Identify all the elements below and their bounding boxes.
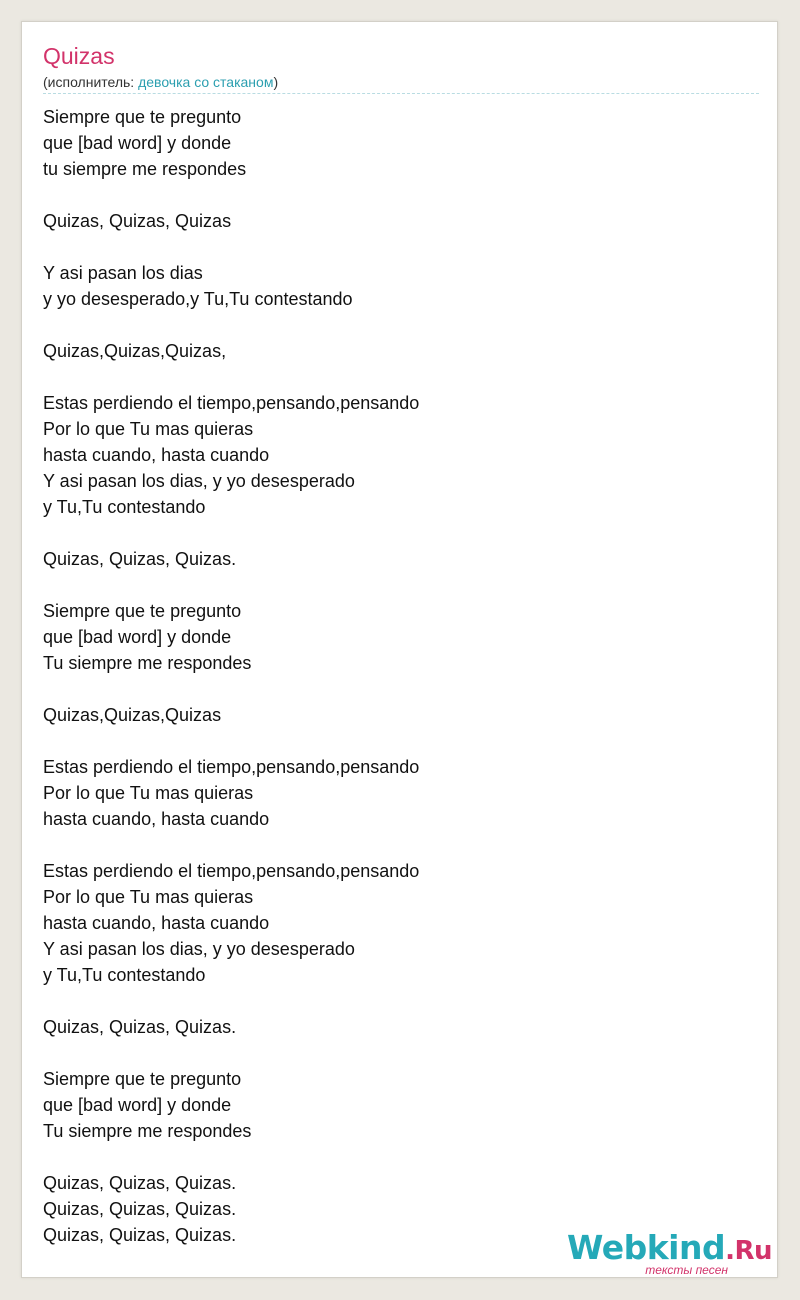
lyrics-card xyxy=(21,21,778,1278)
site-logo[interactable] xyxy=(566,1228,772,1277)
lyric-line: Quizas, Quizas, Quizas. xyxy=(43,1225,237,1245)
lyric-line: y Tu,Tu contestando xyxy=(43,965,206,985)
lyric-blank-line xyxy=(43,364,419,390)
lyric-line: Estas perdiendo el tiempo,pensando,pensando xyxy=(43,393,420,413)
lyric-blank-line xyxy=(43,988,419,1014)
lyric-line: Quizas, Quizas, Quizas. xyxy=(43,549,237,569)
lyric-blank-line xyxy=(43,1040,419,1066)
lyric-line: Siempre que te pregunto xyxy=(43,601,242,621)
lyric-line: Quizas,Quizas,Quizas xyxy=(43,705,222,725)
lyric-line: hasta cuando, hasta cuando xyxy=(43,445,270,465)
lyric-line: hasta cuando, hasta cuando xyxy=(43,913,270,933)
lyric-line: tu siempre me respondes xyxy=(43,159,247,179)
lyric-line: hasta cuando, hasta cuando xyxy=(43,809,270,829)
lyric-line: Por lo que Tu mas quieras xyxy=(43,783,254,803)
lyric-line: Siempre que te pregunto xyxy=(43,107,242,127)
lyric-line: Y asi pasan los dias, y yo desesperado xyxy=(43,471,355,491)
lyric-line: que [bad word] y donde xyxy=(43,1095,232,1115)
lyric-line: Estas perdiendo el tiempo,pensando,pensando xyxy=(43,757,420,777)
lyric-blank-line xyxy=(43,234,419,260)
logo-tld: .Ru xyxy=(725,1236,772,1266)
lyric-line: Siempre que te pregunto xyxy=(43,1069,242,1089)
lyric-line: Tu siempre me respondes xyxy=(43,653,252,673)
lyric-line: Quizas,Quizas,Quizas, xyxy=(43,341,227,361)
lyric-line: Quizas, Quizas, Quizas xyxy=(43,211,232,231)
lyric-blank-line xyxy=(43,572,419,598)
lyric-line: Quizas, Quizas, Quizas. xyxy=(43,1017,237,1037)
lyric-line: que [bad word] y donde xyxy=(43,133,232,153)
lyric-line: Por lo que Tu mas quieras xyxy=(43,419,254,439)
lyric-blank-line xyxy=(43,1144,419,1170)
logo-wordmark: Webkind.Ru xyxy=(566,1228,772,1267)
artist-link[interactable]: девочка со стаканом xyxy=(138,74,274,90)
lyric-line: Quizas, Quizas, Quizas. xyxy=(43,1199,237,1219)
performer-line xyxy=(43,73,278,91)
lyric-blank-line xyxy=(43,182,419,208)
lyric-line: Quizas, Quizas, Quizas. xyxy=(43,1173,237,1193)
lyric-line: Estas perdiendo el tiempo,pensando,pensando xyxy=(43,861,420,881)
lyric-line: y yo desesperado,y Tu,Tu contestando xyxy=(43,289,353,309)
lyric-line: y Tu,Tu contestando xyxy=(43,497,206,517)
lyric-blank-line xyxy=(43,520,419,546)
lyric-line: Y asi pasan los dias xyxy=(43,263,203,283)
song-title: Quizas xyxy=(43,43,115,69)
lyric-blank-line xyxy=(43,832,419,858)
performer-prefix: (исполнитель: xyxy=(43,74,139,90)
title-divider xyxy=(43,93,759,94)
lyric-line: Por lo que Tu mas quieras xyxy=(43,887,254,907)
lyrics-body xyxy=(43,104,419,1248)
lyric-line: Tu siempre me respondes xyxy=(43,1121,252,1141)
lyric-blank-line xyxy=(43,676,419,702)
logo-tagline: тексты песен xyxy=(645,1263,728,1277)
performer-suffix: ) xyxy=(273,74,279,90)
lyric-line: que [bad word] y donde xyxy=(43,627,232,647)
lyric-blank-line xyxy=(43,312,419,338)
lyric-line: Y asi pasan los dias, y yo desesperado xyxy=(43,939,355,959)
lyric-blank-line xyxy=(43,728,419,754)
